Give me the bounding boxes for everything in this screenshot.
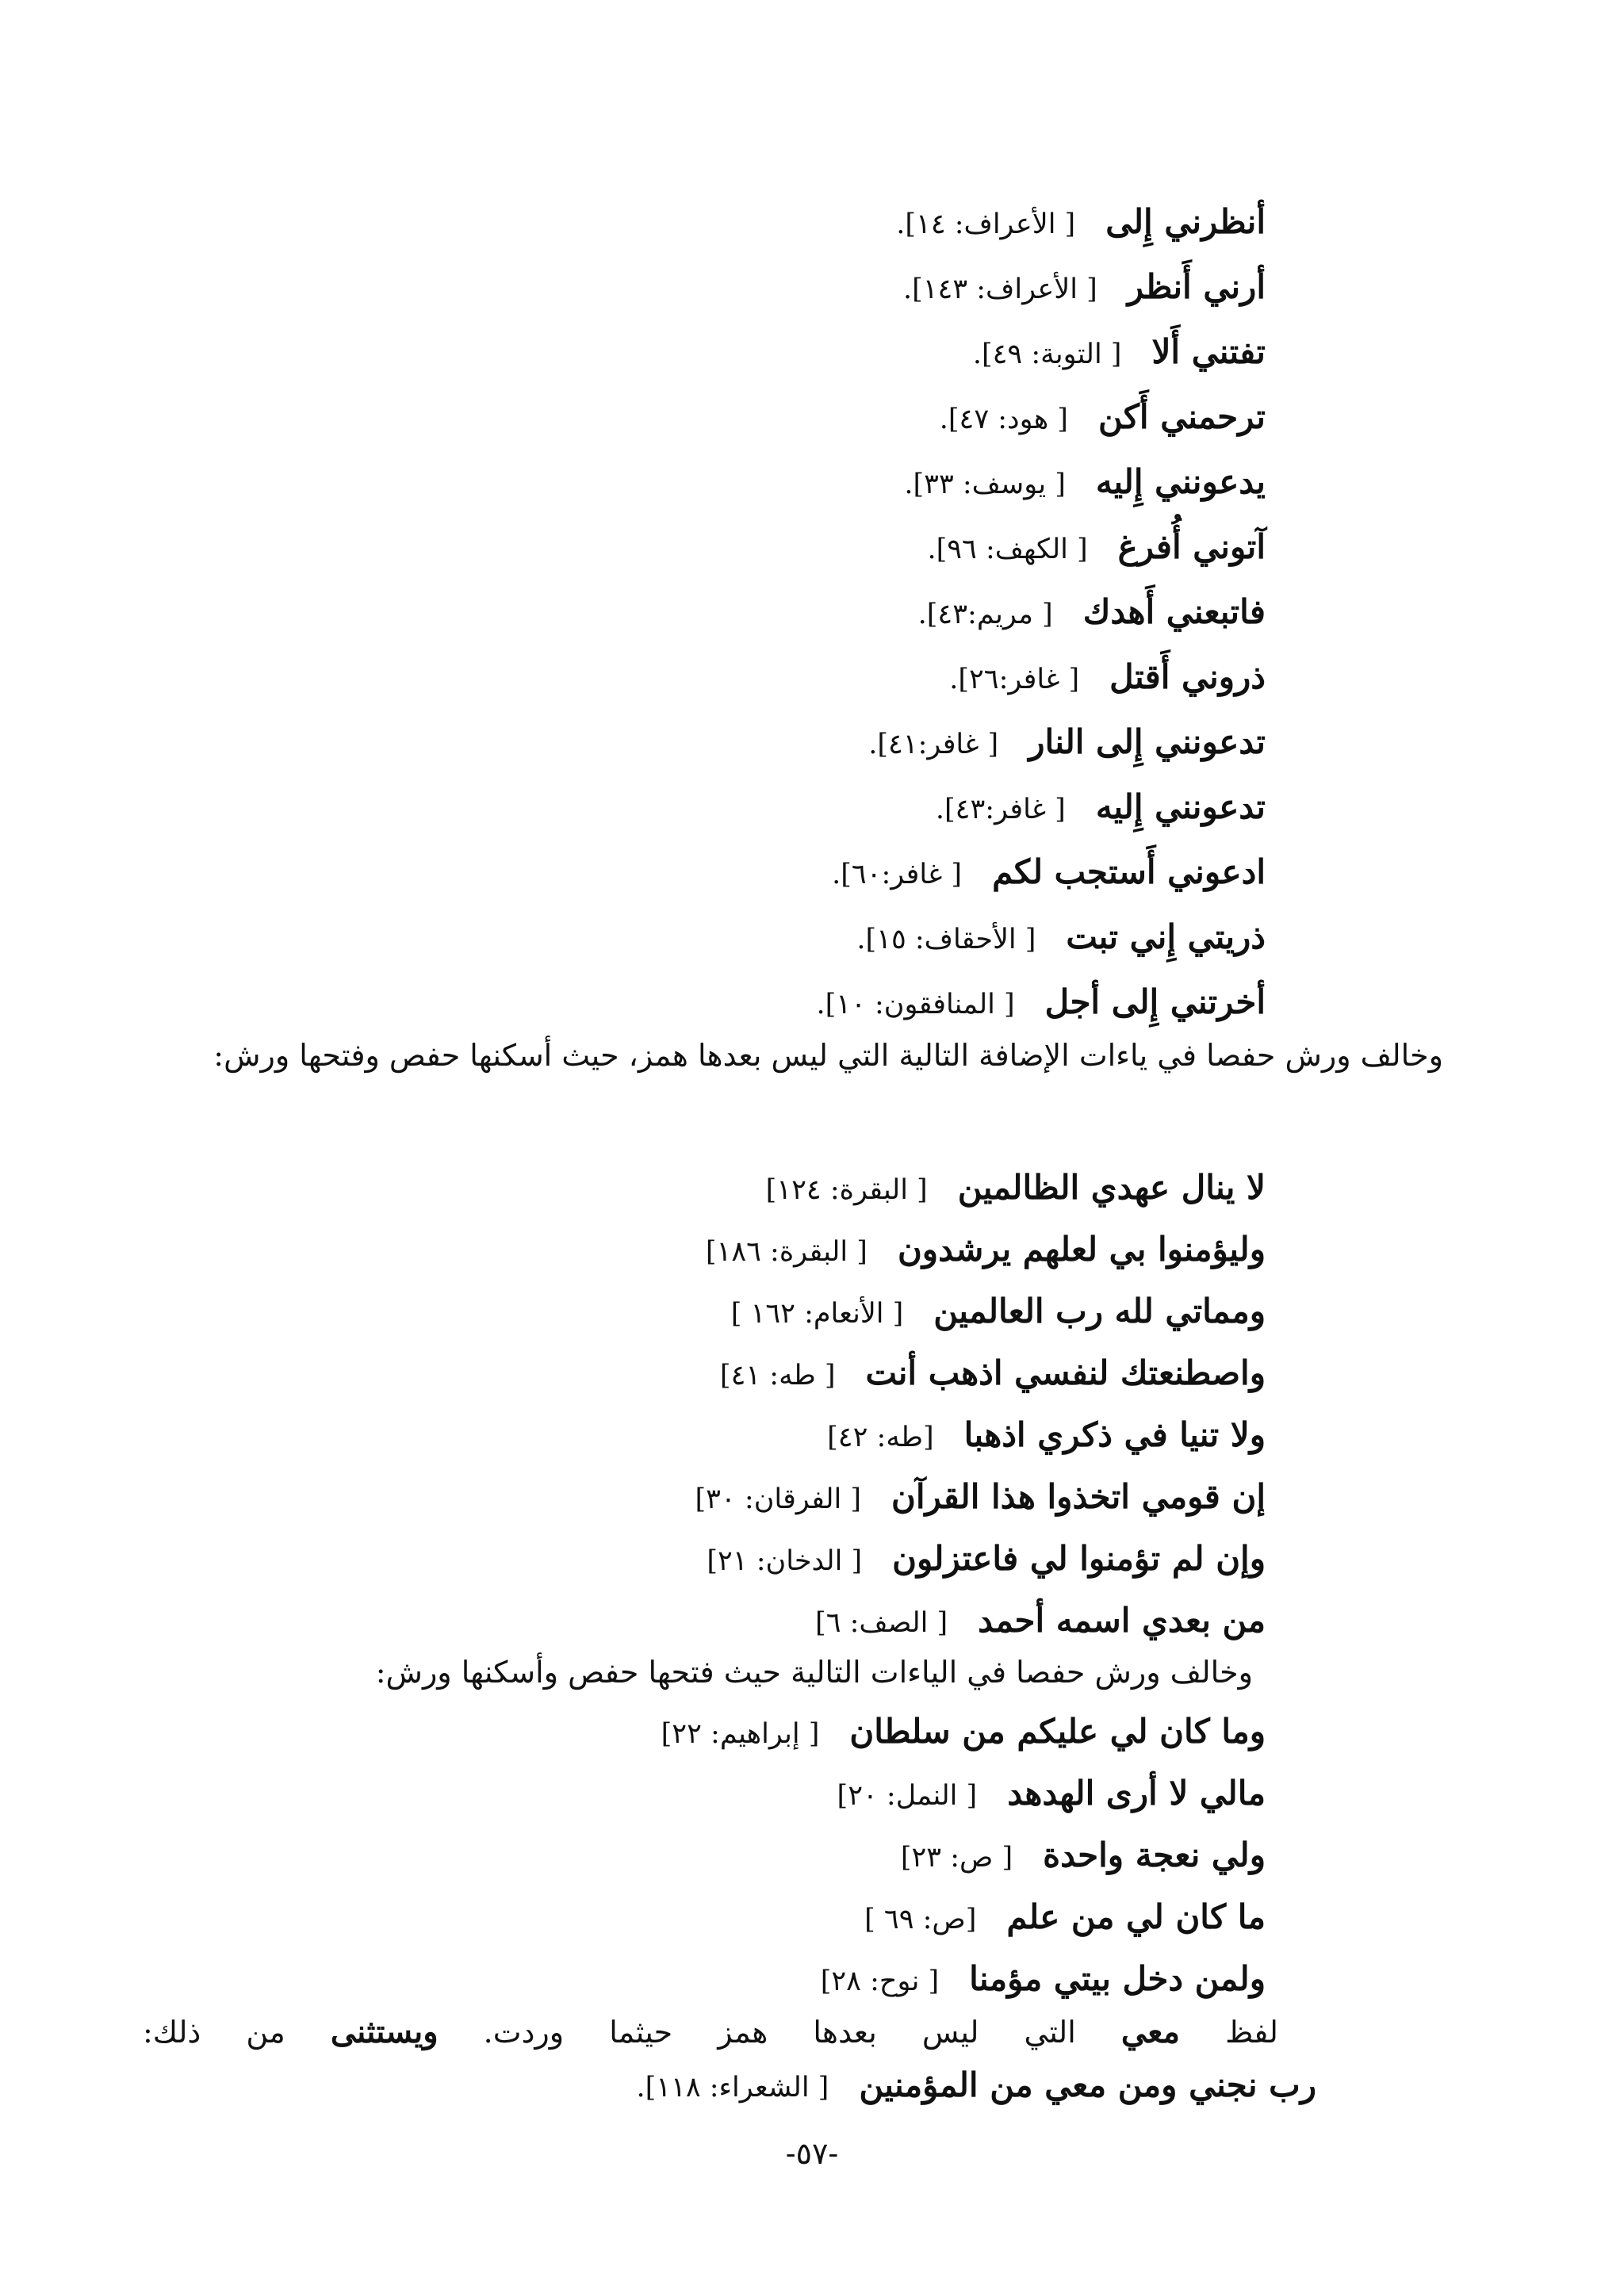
verse-reference: [ غافر:٦٠].	[832, 859, 963, 890]
verse-words: وليؤمنوا بي لعلهم يرشدون	[897, 1230, 1266, 1269]
verse-words: من بعدي اسمه أحمد	[978, 1601, 1266, 1640]
paragraph-text: لفظ	[1225, 2015, 1278, 2050]
verse-line	[706, 1227, 1266, 1274]
verse-reference: [ ص: ٢٣]	[900, 1842, 1013, 1874]
verse-words: فاتبعني أَهدك	[1082, 592, 1266, 631]
verse-line	[940, 395, 1266, 442]
verse-words: آتوني أُفرغ	[1117, 527, 1266, 566]
verse-words: وما كان لي عليكم من سلطان	[849, 1712, 1266, 1751]
paragraph-text: التي ليس بعدها همز حيثما وردت.	[483, 2015, 1076, 2050]
verse-reference: [ الأعراف: ١٤].	[896, 209, 1076, 240]
verse-reference: [ الدخان: ٢١]	[707, 1545, 863, 1577]
verse-line	[720, 1351, 1266, 1398]
verse-line	[695, 1475, 1266, 1522]
verse-line	[636, 2063, 1316, 2110]
verse-reference: [ غافر:٤١].	[868, 729, 999, 760]
verse-line	[901, 1833, 1266, 1880]
verse-words: ولا تنيا في ذكري اذهبا	[963, 1415, 1266, 1454]
verse-line	[864, 1895, 1266, 1942]
verse-line	[707, 1537, 1266, 1583]
verse-words: ادعوني أَستجب لكم	[992, 852, 1266, 891]
verse-reference: [ البقرة: ١٨٦]	[705, 1236, 868, 1268]
verse-line	[766, 1166, 1266, 1212]
verse-line	[816, 980, 1266, 1027]
verse-reference: [ الصف: ٦]	[815, 1607, 948, 1639]
verse-reference: [ طه: ٤١]	[719, 1360, 836, 1391]
verse-words: أنظرني إِلى	[1105, 202, 1266, 241]
verse-line	[896, 200, 1266, 247]
paragraph-bold-word: معي	[1120, 2013, 1180, 2050]
verse-reference: [ الأنعام: ١٦٢ ]	[730, 1298, 904, 1330]
verse-words: تفتني أَلا	[1151, 332, 1266, 371]
verse-words: ترحمني أَكن	[1097, 397, 1266, 436]
verse-line	[903, 265, 1266, 312]
verse-reference: [ الشعراء: ١١٨].	[636, 2072, 829, 2104]
paragraph: وخالف ورش حفصا في ياءات الإضافة التالية التي ليس بعدها همز، حيث أسكنها حفص وفتحها ورش:	[213, 1038, 1443, 1073]
verse-line	[904, 460, 1266, 507]
verse-reference: [ الفرقان: ٣٠]	[695, 1483, 861, 1515]
verse-words: أرني أَنظر	[1127, 267, 1266, 306]
verse-line	[837, 1771, 1266, 1818]
verse-reference: [ الأعراف: ١٤٣].	[902, 274, 1097, 305]
verse-words: إن قومي اتخذوا هذا القرآن	[891, 1477, 1266, 1516]
verse-words: ومماتي لله رب العالمين	[933, 1292, 1266, 1330]
verse-line	[827, 1413, 1266, 1460]
paragraph	[143, 2009, 1316, 2055]
verse-reference: [طه: ٤٢]	[827, 1422, 934, 1453]
verse-reference: [ غافر:٤٣].	[935, 794, 1066, 825]
verse-line	[973, 330, 1266, 377]
verse-line	[927, 525, 1266, 572]
verse-words: أخرتني إِلى أجل	[1044, 982, 1266, 1021]
paragraph: وخالف ورش حفصا في الياءات التالية حيث فتحها حفص وأسكنها ورش:	[375, 1655, 1253, 1690]
verse-reference: [ النمل: ٢٠]	[837, 1780, 978, 1812]
verse-reference: [ إبراهيم: ٢٢]	[661, 1718, 820, 1750]
verse-reference: [ التوبة: ٤٩].	[972, 339, 1122, 370]
paragraph-text: من ذلك:	[143, 2015, 285, 2050]
verse-reference: [ الأحقاف: ١٥].	[856, 924, 1036, 955]
verse-line	[821, 1957, 1266, 2004]
verse-line	[661, 1709, 1266, 1756]
paragraph-bold-word: ويستثنى	[330, 2013, 439, 2050]
verse-words: وإن لم تؤمنوا لي فاعتزلون	[892, 1539, 1266, 1578]
page-number: -٥٧-	[785, 2136, 839, 2171]
verse-words: لا ينال عهدي الظالمين	[957, 1168, 1266, 1207]
verse-reference: [ مريم:٤٣].	[917, 599, 1053, 630]
verse-line	[868, 720, 1266, 767]
verse-words: رب نجني ومن معي من المؤمنين	[859, 2065, 1316, 2104]
verse-words: تدعونني إِليه	[1095, 787, 1266, 826]
verse-words: ذروني أَقتل	[1109, 657, 1266, 696]
verse-reference: [ البقرة: ١٢٤]	[765, 1174, 928, 1206]
verse-words: واصطنعتك لنفسي اذهب أنت	[865, 1353, 1266, 1392]
verse-line	[949, 655, 1266, 702]
verse-words: ما كان لي من علم	[1006, 1897, 1266, 1936]
verse-reference: [ الكهف: ٩٦].	[927, 534, 1088, 565]
verse-words: ذريتي إِني تبت	[1066, 917, 1266, 956]
verse-line	[856, 915, 1266, 962]
verse-line	[815, 1598, 1266, 1645]
verse-reference: [ المنافقون: ١٠].	[816, 989, 1015, 1020]
verse-reference: [ غافر:٢٦].	[949, 664, 1080, 695]
verse-words: يدعونني إِليه	[1095, 462, 1266, 501]
verse-line	[918, 590, 1266, 637]
verse-words: ولمن دخل بيتي مؤمنا	[969, 1959, 1266, 1998]
verse-line	[832, 850, 1266, 897]
verse-reference: [ يوسف: ٣٣].	[904, 469, 1066, 500]
verse-reference: [ نوح: ٢٨]	[820, 1966, 940, 1997]
verse-words: ولي نعجة واحدة	[1043, 1836, 1266, 1874]
verse-reference: [ص: ٦٩ ]	[864, 1904, 977, 1935]
verse-line	[731, 1289, 1266, 1336]
verse-words: تدعونني إِلى النار	[1028, 722, 1266, 761]
verse-reference: [ هود: ٤٧].	[939, 404, 1068, 435]
verse-line	[936, 785, 1266, 832]
verse-words: مالي لا أرى الهدهد	[1007, 1774, 1266, 1813]
